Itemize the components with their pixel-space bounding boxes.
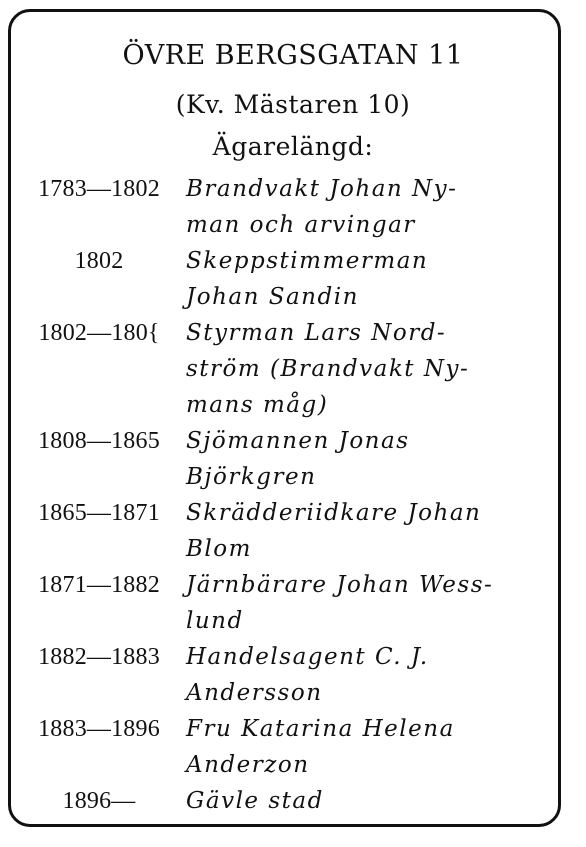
owner-name-line: lund xyxy=(186,608,244,634)
owner-years: 1802—180{ xyxy=(38,320,160,346)
owner-list-heading: Ägarelängd: xyxy=(212,132,374,161)
owner-name-line: Fru Katarina Helena xyxy=(186,716,455,742)
list-item xyxy=(0,711,586,783)
list-item xyxy=(0,315,586,423)
list-item xyxy=(0,495,586,567)
owner-years: 1896— xyxy=(62,788,136,814)
list-item xyxy=(0,783,586,819)
owner-name-line: ström (Brandvakt Ny- xyxy=(186,356,470,382)
block-subtitle: (Kv. Mästaren 10) xyxy=(175,90,411,119)
owner-name xyxy=(186,639,536,711)
owner-name xyxy=(186,567,536,639)
owner-years: 1871—1882 xyxy=(38,572,160,598)
owner-list xyxy=(0,171,586,819)
owner-name xyxy=(186,171,536,243)
owner-years: 1783—1802 xyxy=(38,176,160,202)
owner-name-line: Anderzon xyxy=(186,752,310,778)
list-item xyxy=(0,243,586,315)
owner-name-line: Styrman Lars Nord- xyxy=(186,320,447,346)
owner-name xyxy=(186,711,536,783)
owner-name xyxy=(186,423,536,495)
owner-name-line: man och arvingar xyxy=(186,212,416,238)
owner-name-line: Johan Sandin xyxy=(186,284,359,310)
owner-years: 1882—1883 xyxy=(38,644,160,670)
list-item xyxy=(0,567,586,639)
owner-name xyxy=(186,783,536,819)
list-item xyxy=(0,639,586,711)
owner-years: 1808—1865 xyxy=(38,428,160,454)
owner-years: 1883—1896 xyxy=(38,716,160,742)
owner-name-line: Gävle stad xyxy=(186,788,324,814)
owner-name-line: Handelsagent C. J. xyxy=(186,644,429,670)
owner-name-line: Skrädderiidkare Johan xyxy=(186,500,482,526)
street-title: ÖVRE BERGSGATAN 11 xyxy=(122,40,464,71)
owner-name-line: Blom xyxy=(186,536,252,562)
owner-name-line: Brandvakt Johan Ny- xyxy=(186,176,458,202)
owner-name-line: mans måg) xyxy=(186,392,329,418)
owner-name-line: Andersson xyxy=(186,680,323,706)
owner-name xyxy=(186,315,536,423)
owner-years: 1865—1871 xyxy=(38,500,160,526)
owner-name-line: Järnbärare Johan Wess- xyxy=(186,572,494,598)
list-item xyxy=(0,423,586,495)
owner-name-line: Björkgren xyxy=(186,464,317,490)
list-item xyxy=(0,171,586,243)
owner-name-line: Skeppstimmerman xyxy=(186,248,429,274)
owner-name-line: Sjömannen Jonas xyxy=(186,428,410,454)
owner-years: 1802 xyxy=(74,248,124,274)
owner-name xyxy=(186,495,536,567)
owner-name xyxy=(186,243,536,315)
